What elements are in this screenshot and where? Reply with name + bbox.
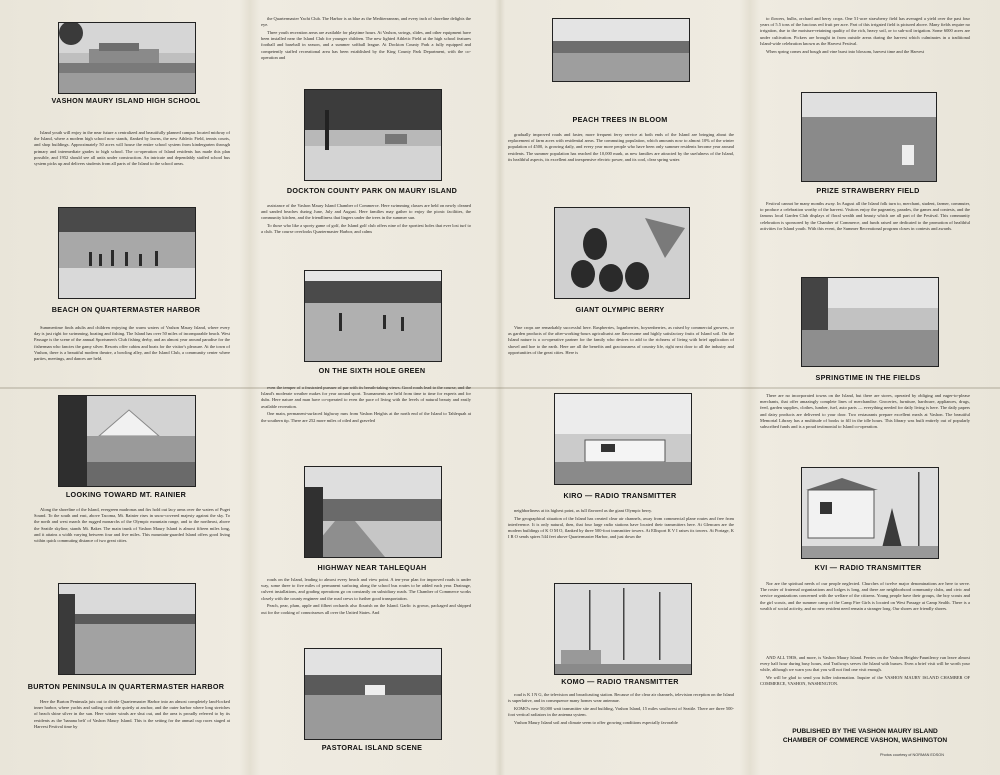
photo-peach	[552, 18, 690, 82]
text: Along the shoreline of the Island, evergreen madronas and firs hold out lacy arms over the waters of Puget Sound. To the south and east, above Tacoma, Mt. Rainier rises in snow-covered majesty against the sky. To the north and west march the rugged monarchs of the Olympic mountain range, and to the northeast, above the Seattle skyline, stands Mt. Baker. The main trunk of Vashon Maury Island is almost fifteen miles long, and it attains a width varying between four and five miles. This mountain-guarded Island offers good living within quick commuting distance of two great cities.	[34, 507, 230, 544]
caption-beach: BEACH ON QUARTERMASTER HARBOR	[51, 305, 201, 314]
paragraph	[508, 132, 734, 194]
text: The geographical situation of the Island has created clear air channels, away from commercial plane routes and free from interference. It is only natural, then, that four large radio stations have located their transmitters here. At Glencarn are the modern buildings of K O M O, flanked by three 500-foot transmitter towers. At Ellisport K V I raises its towers. At Portage, K I R O sends spires 544 feet above Quartermaster Harbor, and just down the	[508, 515, 734, 540]
paragraph	[760, 16, 970, 84]
photo-beach	[58, 207, 196, 299]
caption-berry: GIANT OLYMPIC BERRY	[575, 305, 665, 314]
photo-komo	[554, 583, 692, 675]
photo-rainier	[58, 395, 196, 487]
text: KOMO's new 50,000 watt transmitter site and building, Vashon Island, 15 miles southwest of Seattle. There are three 500-foot vertical radiators in the antenna system.	[508, 706, 734, 718]
text: Nor are the spiritual needs of our people neglected. Churches of twelve major denominations are here to serve. The roster of fraternal organizations and lodges is long, and there are neighborhood community clubs, and civic and service organizations concerned with the welfare of the citizens. Young people have their groups, the boy scouts and the girl scouts, and the summer camp of the Camp Fire Girls is located on West Passage at Camp Sealth. There is a wealth of social activity, and no new resident need remain a stranger long. Our shores are friendly shores.	[760, 581, 970, 611]
photo-high-school	[58, 22, 196, 94]
text: Festival cannot be many months away. In August all the Island folk turn to, merchant, student, farmer, commuter, to produce a celebration worthy of the harvest. Visitors enjoy the pageantry, parades, the games and contests, and the famous local Garden Club displays of floral wealth and beauty which are all part of the Festival. This community celebration is sponsored by the Chamber of Commerce, and funds raised are dedicated to the promotion of healthful activities for Island youth. With this event, the Summer Recreational program closes in contests and awards.	[760, 201, 970, 231]
caption-rainier: LOOKING TOWARD MT. RAINIER	[65, 490, 187, 499]
text: roads on the Island, leading to almost every beach and view point. A ten-year plan for improved roads is under way, some three to five miles of permanent surfacing along the school bus routes to be added each year. Drainage, culvert installations, and grading operations go on constantly on subsidiary roads. The Chamber of Commerce works closely with the county engineer and the road crews to further good transportation.	[261, 577, 471, 601]
photo-springtime	[801, 277, 939, 367]
text: AND ALL THIS, and more, is Vashon Maury Island. Ferries on the Vashon Heights-Fauntleroy run leave almost every half hour during busy hours, and Trailways serves the Island with busses. Even a brief visit will be worth your while, although we warn you that you will not find one visit enough.	[760, 655, 970, 673]
photo-burton	[58, 583, 196, 675]
paragraph	[261, 203, 471, 259]
caption-peach: PEACH TREES IN BLOOM	[572, 115, 668, 124]
text: Vine crops are remarkably successful here. Raspberries, loganberries, boysenberries, as raised by commercial growers, or as garden products of the after-working-hours agriculturist are flavorsome and highly satisfactory fruits of Island soil. On the Island nature is a co-operative partner for the family who desires to add to the richness of living with brief application of shovel and hoe to the earth. Here are all the benefits and graciousness of country life, right next door to all the industry and opportunities of the great cities. Here is	[508, 325, 734, 355]
caption-green: ON THE SIXTH HOLE GREEN	[318, 366, 426, 375]
publisher-line-2: CHAMBER OF COMMERCE VASHON, WASHINGTON	[782, 737, 948, 744]
paragraph	[34, 325, 230, 387]
paragraph	[760, 201, 970, 263]
paragraph	[760, 581, 970, 637]
caption-dockton: DOCKTON COUNTY PARK ON MAURY ISLAND	[286, 186, 458, 195]
text: road is K I N G, the television and broadcasting station. Because of the clear air channels, television reception on the Island is superlative, and in consequence many homes wear antennae.	[508, 692, 734, 704]
text: assistance of the Vashon Maury Island Chamber of Commerce. Here swimming classes are held on newly cleaned and sanded beaches during June, July and August. Here families may gather to enjoy the picnic facilities, the community kitchen, and the friendliness that lingers under the trees in the summer sun.	[261, 203, 471, 221]
text: Here the Burton Peninsula juts out to divide Quartermaster Harbor into an almost completely land-locked inner harbor, where yachts and sailing craft ride quietly at anchor, and the outer harbor where long stretches of beach shine silver in the sun. Here winter winds are shut out, and the area is proudly referred to by its residents as the 'banana belt' of Vashon Maury Island. This is the setting for the annual cup races staged at Harvest Festival time by	[34, 699, 230, 729]
text: to flowers, bulbs, orchard and berry crops. One 51-acre strawberry field has averaged a yield over the past four years of 5.5 tons of the luscious red fruit per acre. Part of this irrigated field is pictured above. Many fields require no irrigation, due to the moisture-retaining quality of the rich, heavy soil, or to sub-soil irrigation. Some 6000 acres are under cultivation. Pickers are brought in from outside areas during the harvest which culminates in a traditional Island-wide celebration known as the Harvest Festival.	[760, 16, 970, 46]
text: Island youth will enjoy in the near future a centralized and beautifully planned campus located midway of the Island, where a modern high school now stands, flanked by lawns, the new Athletic Field, tennis courts, and shop buildings. Approximately 50 acres will house the entire school system from kindergarten through primary and intermediate grades to high school. The co-operation of Island residents has made this plan possible, and 1952 should see all units under construction. An intricate and dependably staffed school bus system picks up and delivers students from all parts of the Island to the school areas.	[34, 130, 230, 167]
photo-dockton	[304, 89, 442, 181]
text: Peach, pear, plum, apple and filbert orchards also flourish on the Island. Garlic is grown, packaged and shipped out for the cooking of connoisseurs all over the United States. And	[261, 603, 471, 615]
photo-tahlequah	[304, 466, 442, 558]
text: Summertime finds adults and children enjoying the warm waters of Vashon Maury Island, where every day is just right for swimming, boating and fishing. The Island has over 50 miles of incomparable beach. West Passage is the scene of the annual Sportsmen's Club fishing derby, and an almost year around paradise for the fisherman who fancies the gamy silver. Resorts offer cabins and boats for the visitor's pleasure. At the town of Vashon, there is a beautiful modern theatre, a bowling alley, and the Island Club, a community center where parties, meetings, and dances are held.	[34, 325, 230, 362]
text: gradually improved roads and faster, more frequent ferry service at both ends of the Island are bringing about the replacement of farm acres with residential areas. The commuting population, which amounts now to almost 10% of the winter population of 4500, is growing daily, and every year more people who have been only summer residents become year around residents. The summer population has reached the 10,000 mark, as new families are attracted by the usefulness of the Island, its healthful aspects, its excellent and inexpensive electric power, and its cool, clear spring water.	[508, 132, 734, 162]
caption-kvi: KVI — RADIO TRANSMITTER	[814, 563, 922, 572]
paragraph	[261, 385, 471, 445]
text: There are no incorporated towns on the Island, but there are stores, operated by obliging and eager-to-please merchants, that offer amazingly complete lines of merchandise. Groceries, furniture, hardware, appliances, drugs, feed, garden supplies, clothes, lumber, fuel, auto parts — everything needed for daily living is here. The daily papers and dairy products are delivered to your door. Two restaurants prepare excellent meals at Vashon. The beautiful Memorial Library has a multitude of books to fill in the idle hours. This library was built entirely out of popularly subscribed funds and is a proud testimonial to Island co-operation.	[760, 393, 970, 430]
text: To those who like a sporty game of golf, the Island golf club offers nine of the sportiest holes that ever lost turf to a club. The course overlooks Quartermaster Harbor, and calms	[261, 223, 471, 235]
photo-credit: Photos courtesy of NORMAN EDSON	[880, 753, 944, 757]
paragraph	[34, 699, 230, 751]
fold-line	[0, 387, 1000, 389]
photo-berry	[554, 207, 690, 299]
paragraph	[508, 692, 734, 750]
caption-komo: KOMO — RADIO TRANSMITTER	[561, 677, 679, 686]
text: Vashon Maury Island soil and climate seem to offer growing conditions especially favorable	[514, 720, 678, 725]
caption-kiro: KIRO — RADIO TRANSMITTER	[563, 491, 677, 500]
text: the Quartermaster Yacht Club. The Harbor is as blue as the Mediterranean, and every inch of shoreline delights the eye.	[261, 16, 471, 28]
text: One main, permanent-surfaced highway runs from Vashon Heights at the north end of the Island to Tahlequah at the southern tip. There are 252 more miles of oiled and graveled	[261, 411, 471, 423]
text: even the temper of a frustrated pursuer of par with its breath-taking views. Good roads lead to the course, and the Island's moderate weather makes for year around sport. Tournaments are held from time to time for experts and for dubs. Here nature and man have co-operated to even the pace of living with the levels of natural beauty and easily available recreation.	[261, 385, 471, 409]
paragraph	[34, 130, 230, 190]
photo-strawberry	[801, 92, 937, 182]
publisher-line-1: PUBLISHED BY THE VASHON MAURY ISLAND	[792, 728, 938, 735]
text: Three youth recreation areas are available for playtime hours. At Vashon, swings, slides, and other equipment have been installed near the Island Club for younger children. The new lighted Athletic Field at the high school features football and baseball in season, and a summer softball league. At Dockton County Park a fully equipped and competently staffed recreational area has been established by the King County Park Department, with the co-operation and	[261, 30, 471, 60]
caption-high-school: VASHON MAURY ISLAND HIGH SCHOOL	[51, 96, 201, 105]
paragraph	[34, 507, 230, 569]
caption-tahlequah: HIGHWAY NEAR TAHLEQUAH	[317, 563, 427, 572]
paragraph	[760, 393, 970, 455]
text: We will be glad to send you fuller information. Inquire of the VASHON MAURY ISLAND CHAMBER OF COMMERCE, VASHON, WASHINGTON.	[760, 675, 970, 687]
caption-springtime: SPRINGTIME IN THE FIELDS	[815, 373, 921, 382]
paragraph	[508, 325, 734, 373]
photo-green	[304, 270, 442, 362]
photo-pastoral	[304, 648, 442, 740]
text: When spring comes and bough and vine burst into blossom, harvest time and the Harvest	[766, 48, 925, 54]
paragraph	[508, 508, 734, 580]
caption-burton: BURTON PENINSULA IN QUARTERMASTER HARBOR	[27, 682, 225, 691]
photo-kiro	[554, 393, 692, 485]
caption-strawberry: PRIZE STRAWBERRY FIELD	[816, 186, 920, 195]
publisher	[760, 727, 970, 745]
photo-kvi	[801, 467, 939, 559]
paragraph	[261, 16, 471, 86]
text: neighborliness at its highest point, as full flavored as the giant Olympic berry.	[514, 508, 652, 513]
paragraph	[760, 655, 970, 715]
paragraph	[261, 577, 471, 639]
caption-pastoral: PASTORAL ISLAND SCENE	[321, 743, 423, 752]
